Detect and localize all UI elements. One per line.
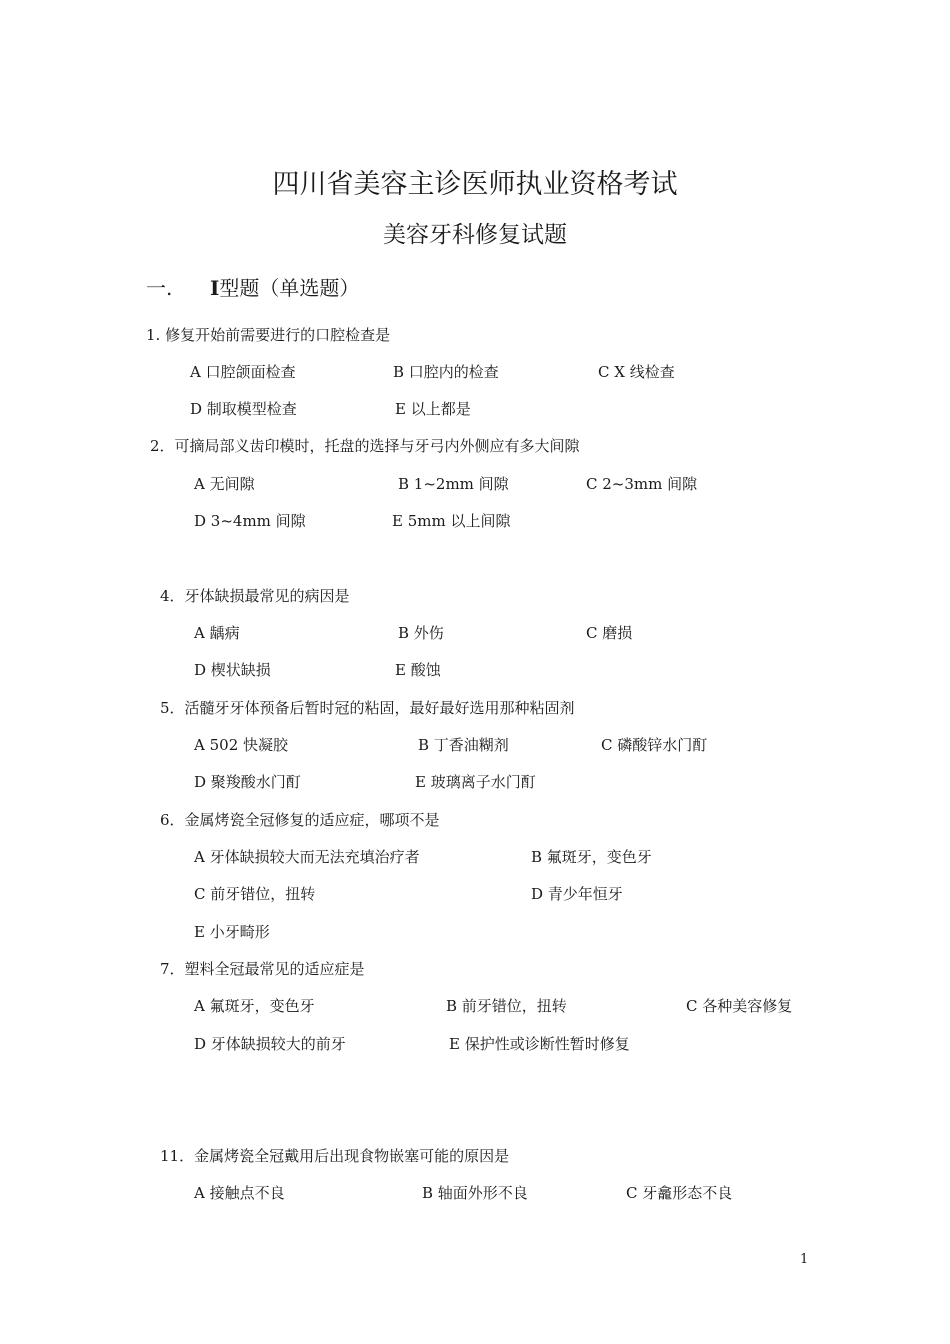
option: D 青少年恒牙 [531, 885, 623, 903]
page-number: 1 [800, 1252, 809, 1267]
option: B 丁香油糊剂 [418, 736, 509, 754]
option: B 轴面外形不良 [422, 1184, 528, 1202]
section-type-label: I [210, 276, 220, 300]
option: A 牙体缺损较大而无法充填治疗者 [194, 848, 420, 866]
question-stem: 7．塑料全冠最常见的适应症是 [160, 960, 365, 978]
option: C 前牙错位，扭转 [194, 885, 316, 903]
option: D 聚羧酸水门酊 [194, 773, 301, 791]
option: E 保护性或诊断性暂时修复 [449, 1035, 630, 1053]
option: C 磨损 [586, 624, 633, 642]
option: E 小牙畸形 [194, 923, 270, 941]
option: A 无间隙 [194, 475, 255, 493]
option: B 1~2mm 间隙 [398, 475, 509, 493]
option: A 氟斑牙，变色牙 [194, 997, 315, 1015]
option: C 各种美容修复 [686, 997, 793, 1015]
question-stem: 1. 修复开始前需要进行的口腔检查是 [146, 326, 391, 344]
option: E 以上都是 [395, 400, 471, 418]
option: E 玻璃离子水门酊 [415, 773, 536, 791]
option: A 口腔颌面检查 [190, 363, 296, 381]
option: A 502 快凝胶 [194, 736, 288, 754]
option: B 前牙错位，扭转 [446, 997, 567, 1015]
option: B 口腔内的检查 [393, 363, 499, 381]
page-subtitle: 美容牙科修复试题 [383, 222, 567, 248]
question-stem: 6．金属烤瓷全冠修复的适应症，哪项不是 [160, 811, 440, 829]
option: E 酸蚀 [395, 661, 441, 679]
question-stem: 11．金属烤瓷全冠戴用后出现食物嵌塞可能的原因是 [160, 1147, 510, 1165]
option: E 5mm 以上间隙 [392, 512, 511, 530]
option: C 2~3mm 间隙 [586, 475, 698, 493]
option: C 牙龕形态不良 [626, 1184, 733, 1202]
question-stem: 2．可摘局部义齿印模时，托盘的选择与牙弓内外侧应有多大间隙 [150, 437, 580, 455]
option: A 龋病 [194, 624, 240, 642]
question-stem: 4．牙体缺损最常见的病因是 [160, 587, 350, 605]
option: B 外伤 [398, 624, 444, 642]
option: B 氟斑牙，变色牙 [531, 848, 652, 866]
question-stem: 5．活髓牙牙体预备后暂时冠的粘固，最好最好选用那种粘固剂 [160, 699, 575, 717]
option: D 3~4mm 间隙 [194, 512, 306, 530]
option: C X 线检查 [598, 363, 675, 381]
option: C 磷酸锌水门酊 [601, 736, 708, 754]
section-heading [0, 272, 950, 302]
option: D 楔状缺损 [194, 661, 271, 679]
option: D 制取模型检查 [190, 400, 297, 418]
section-number: 一. [146, 276, 173, 300]
option: D 牙体缺损较大的前牙 [194, 1035, 346, 1053]
option: A 接触点不良 [194, 1184, 285, 1202]
section-text: 型题（单选题） [219, 276, 360, 300]
page-title: 四川省美容主诊医师执业资格考试 [272, 169, 678, 200]
